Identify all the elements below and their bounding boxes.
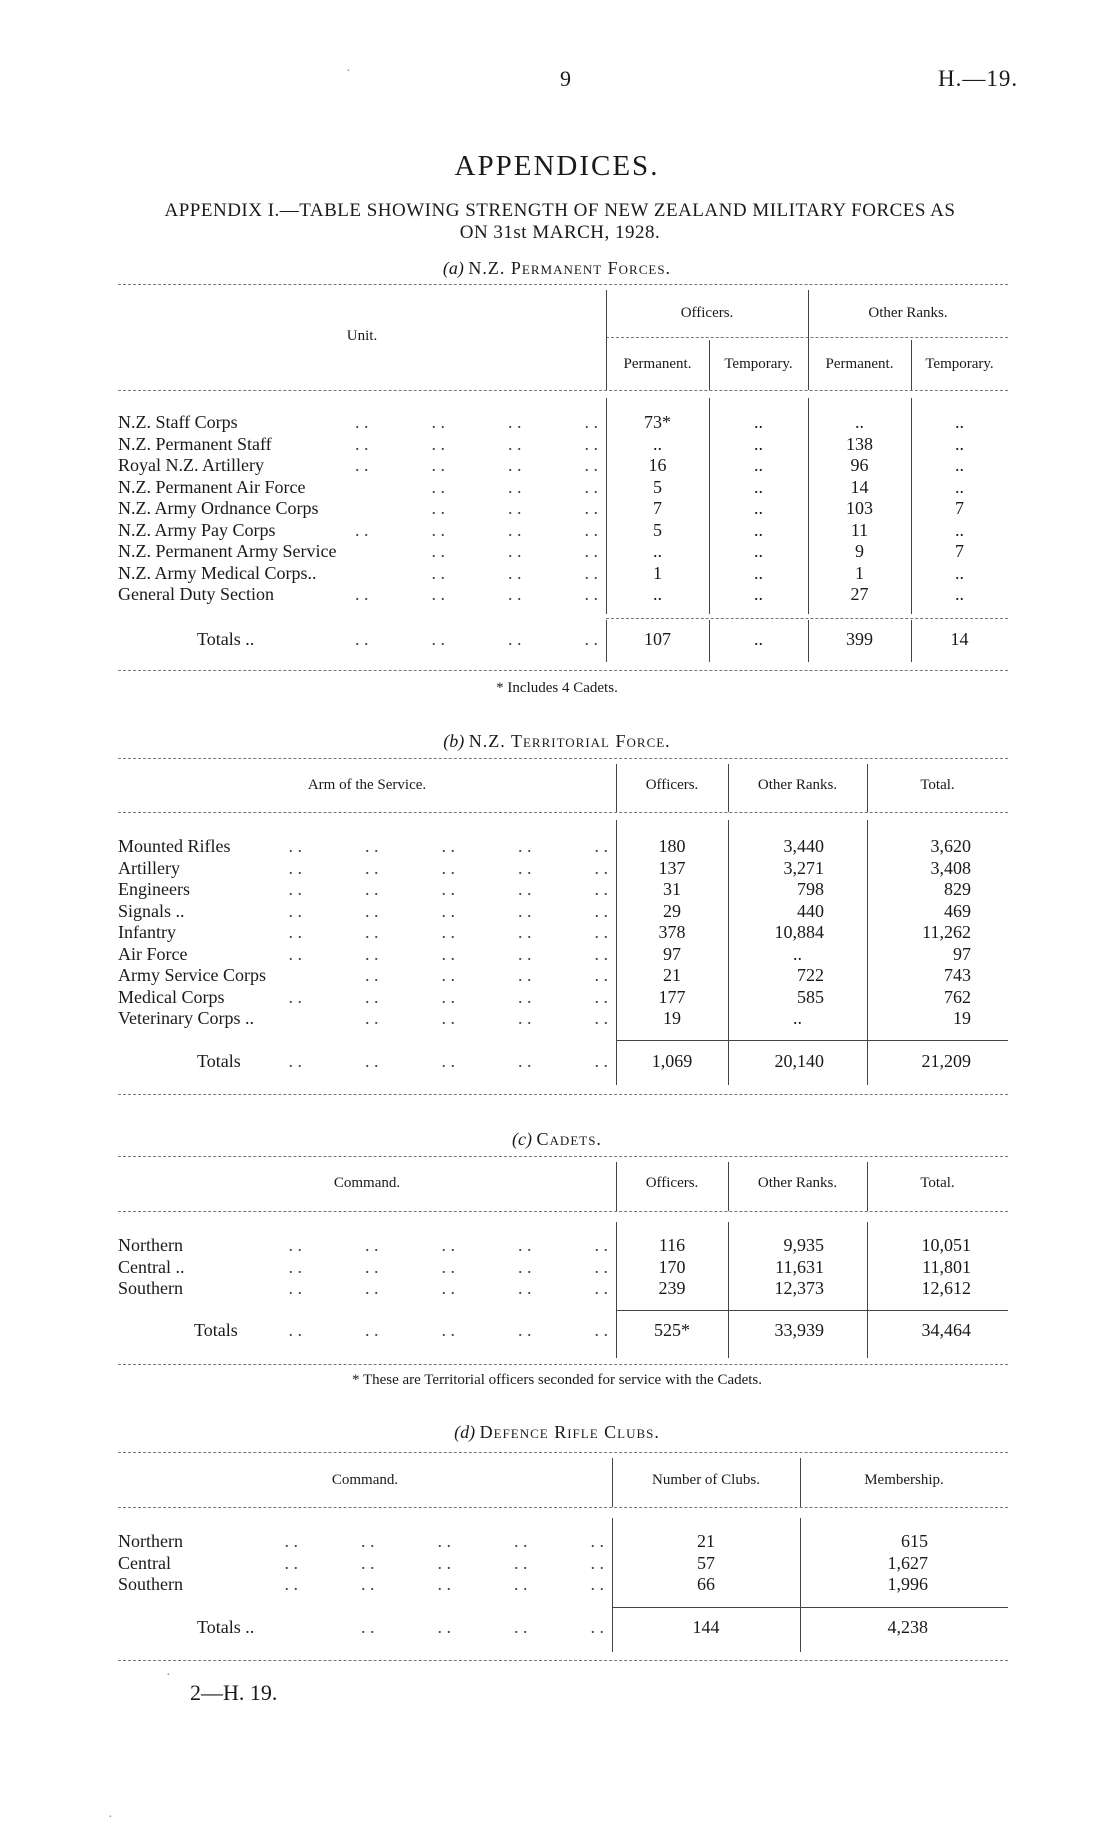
totals-label: Totals ..: [197, 629, 255, 649]
officers-temporary: ..: [754, 412, 763, 432]
leader-dots: . . . . . . . .: [355, 584, 598, 604]
other-ranks: 440: [797, 900, 824, 921]
totals-other-ranks: 20,140: [774, 1051, 824, 1071]
row-label: Northern: [118, 1531, 183, 1551]
other-temporary: ..: [955, 562, 964, 583]
table-a-bottom-rule: [118, 670, 1008, 671]
row-label: Central: [118, 1552, 171, 1573]
officers: 116: [658, 1235, 686, 1255]
section-d-heading: [0, 1422, 1114, 1443]
officers-temporary: ..: [754, 455, 763, 475]
column-arm-of-service: Arm of the Service.: [307, 777, 427, 793]
document-reference: H.—19.: [938, 66, 1019, 91]
leader-dots: . . . . . . . .: [355, 629, 598, 649]
row-label: Air Force: [118, 943, 188, 964]
column-total: Total.: [920, 777, 955, 793]
row-label: Artillery: [118, 857, 180, 878]
table-a-group-rule: [606, 337, 1008, 338]
other-permanent: 9: [855, 541, 864, 561]
membership: 1,627: [887, 1552, 928, 1573]
leader-dots: . . . . . . . . . .: [288, 879, 608, 899]
officers-permanent: 5: [653, 519, 662, 540]
totals-officers-permanent: 107: [644, 629, 671, 649]
officers-permanent: 5: [653, 476, 662, 497]
leader-dots: . . . . . . . .: [355, 433, 598, 454]
leader-dots: . . . . . . . . . .: [284, 1574, 604, 1594]
officers-permanent: 16: [648, 455, 667, 475]
total: 469: [944, 900, 971, 921]
appendix-title-line1: APPENDIX I.—TABLE SHOWING STRENGTH OF NEW ZEALAND MILITARY FORCES AS: [164, 200, 956, 221]
row-label: Infantry: [118, 922, 176, 942]
totals-label: Totals: [194, 1320, 238, 1340]
totals-label: Totals: [197, 1051, 241, 1071]
table-c-totals-rule: [616, 1310, 1008, 1311]
number-of-clubs: 21: [697, 1531, 715, 1551]
other-permanent: 1: [855, 562, 864, 583]
page-title: APPENDICES.: [454, 150, 660, 182]
row-label: Royal N.Z. Artillery: [118, 455, 264, 475]
other-ranks: 722: [797, 965, 824, 985]
officers: 29: [663, 900, 681, 921]
officers-temporary: ..: [754, 541, 763, 561]
table-c-bottom-rule: [118, 1364, 1008, 1365]
total: 11,262: [922, 922, 971, 942]
row-label: Signals ..: [118, 900, 185, 921]
column-officers-permanent: Permanent.: [623, 356, 692, 372]
leader-dots: . . . . . .: [431, 498, 598, 518]
section-c-title: Cadets.: [536, 1129, 602, 1149]
officers: 239: [658, 1278, 686, 1298]
appendix-title-line2: ON 31st MARCH, 1928.: [459, 222, 661, 243]
section-b-letter: (b): [443, 731, 465, 751]
section-a-footnote: * Includes 4 Cadets.: [496, 680, 618, 696]
column-other-temporary: Temporary.: [925, 356, 994, 372]
table-a-header-rule: [118, 390, 1008, 391]
total: 829: [944, 879, 971, 899]
row-label: General Duty Section: [118, 584, 274, 604]
column-unit: Unit.: [346, 328, 378, 344]
totals-other-temporary: 14: [950, 629, 969, 649]
leader-dots: . . . . . . . . . .: [284, 1531, 604, 1551]
officers-temporary: ..: [754, 498, 763, 518]
other-ranks: 3,271: [783, 857, 824, 878]
leader-dots: . . . . . . . . . .: [288, 1278, 608, 1298]
totals-total: 21,209: [921, 1051, 971, 1071]
leader-dots: . . . . . . . .: [355, 455, 598, 475]
total: 12,612: [921, 1278, 971, 1298]
officers: 137: [658, 857, 686, 878]
scan-speck: ·: [166, 1668, 171, 1683]
table-d-totals-rule: [612, 1607, 1008, 1608]
column-group-officers: Officers.: [680, 305, 734, 321]
row-label: Army Service Corps: [118, 965, 266, 985]
leader-dots: . . . . . . . . . .: [288, 857, 608, 878]
totals-other-permanent: 399: [846, 629, 873, 649]
officers-temporary: ..: [754, 433, 763, 454]
number-of-clubs: 57: [697, 1552, 715, 1573]
other-permanent: 14: [850, 476, 869, 497]
officers: 19: [663, 1008, 681, 1028]
leader-dots: . . . . . .: [431, 476, 598, 497]
other-ranks: 585: [797, 986, 824, 1007]
row-label: Central ..: [118, 1256, 185, 1277]
scan-speck: ·: [346, 64, 351, 79]
other-ranks: ..: [793, 1008, 802, 1028]
totals-total: 34,464: [921, 1320, 971, 1340]
officers: 170: [658, 1256, 686, 1277]
appendix-title: [100, 200, 1020, 244]
total: 97: [953, 943, 971, 964]
leader-dots: . . . . . . . . . .: [284, 1552, 604, 1573]
section-d-title: Defence Rifle Clubs.: [479, 1422, 660, 1442]
row-label: N.Z. Army Pay Corps: [118, 519, 276, 540]
section-a-heading: [0, 258, 1114, 279]
section-b-title: N.Z. Territorial Force.: [468, 731, 671, 751]
other-ranks: 3,440: [783, 836, 824, 856]
other-temporary: ..: [955, 412, 964, 432]
section-c-heading: [0, 1129, 1114, 1150]
row-label: N.Z. Permanent Staff: [118, 433, 272, 454]
row-label: Northern: [118, 1235, 183, 1255]
scan-speck: ·: [108, 1810, 113, 1825]
other-ranks: 9,935: [783, 1235, 824, 1255]
totals-officers: 1,069: [651, 1051, 693, 1071]
table-a-top-rule: [118, 284, 1008, 285]
leader-dots: . . . . . . . .: [355, 412, 598, 432]
leader-dots: . . . . . .: [431, 562, 598, 583]
page-number: 9: [560, 66, 571, 91]
officers: 31: [663, 879, 681, 899]
leader-dots: . . . . . . . . . .: [288, 922, 608, 942]
leader-dots: . . . . . . . . . .: [288, 836, 608, 856]
section-c-footnote: * These are Territorial officers seconded for service with the Cadets.: [351, 1372, 763, 1388]
leader-dots: . . . . . . . . . .: [288, 943, 608, 964]
other-permanent: 138: [846, 433, 873, 454]
officers-permanent: ..: [653, 584, 662, 604]
table-b-header-rule: [118, 812, 1008, 813]
other-temporary: 7: [955, 498, 964, 518]
officers: 378: [658, 922, 686, 942]
table-c-top-rule: [118, 1156, 1008, 1157]
leader-dots: . . . . . . . . . .: [288, 1051, 608, 1071]
section-a-title: N.Z. Permanent Forces.: [468, 258, 672, 278]
leader-dots: . . . . . .: [431, 541, 598, 561]
other-permanent: 96: [850, 455, 869, 475]
other-permanent: 103: [846, 498, 873, 518]
column-other-permanent: Permanent.: [825, 356, 894, 372]
table-d-header-rule: [118, 1507, 1008, 1508]
section-a-letter: (a): [442, 258, 464, 278]
total: 3,620: [930, 836, 971, 856]
other-temporary: ..: [955, 584, 964, 604]
table-b-bottom-rule: [118, 1094, 1008, 1095]
section-c-letter: (c): [512, 1129, 533, 1149]
row-label: N.Z. Permanent Army Service: [118, 541, 337, 561]
footer-signature: 2—H. 19.: [190, 1680, 278, 1705]
table-c-header-rule: [118, 1211, 1008, 1212]
leader-dots: . . . . . . . .: [365, 965, 608, 985]
officers-temporary: ..: [754, 519, 763, 540]
other-temporary: ..: [955, 433, 964, 454]
leader-dots: . . . . . . . . . .: [288, 1320, 608, 1340]
number-of-clubs: 66: [697, 1574, 715, 1594]
total: 19: [953, 1008, 971, 1028]
total: 11,801: [922, 1256, 971, 1277]
other-permanent: 11: [850, 519, 869, 540]
other-ranks: 798: [797, 879, 824, 899]
officers-permanent: 7: [653, 498, 662, 518]
other-ranks: 10,884: [774, 922, 824, 942]
leader-dots: . . . . . . . . . .: [288, 1256, 608, 1277]
officers-temporary: ..: [754, 476, 763, 497]
row-label: N.Z. Staff Corps: [118, 412, 238, 432]
section-d-letter: (d): [454, 1422, 476, 1442]
column-other-ranks: Other Ranks.: [757, 777, 838, 793]
table-a-totals-rule: [606, 618, 1008, 619]
row-label: N.Z. Army Medical Corps..: [118, 562, 317, 583]
officers-temporary: ..: [754, 562, 763, 583]
table-d-bottom-rule: [118, 1660, 1008, 1661]
officers: 177: [658, 986, 686, 1007]
membership: 615: [901, 1531, 928, 1551]
totals-membership: 4,238: [887, 1617, 928, 1637]
leader-dots: . . . . . . . . . .: [288, 986, 608, 1007]
row-label: Veterinary Corps ..: [118, 1008, 254, 1028]
totals-number-of-clubs: 144: [692, 1617, 720, 1637]
other-permanent: 27: [850, 584, 869, 604]
totals-officers-temporary: ..: [754, 629, 763, 649]
total: 762: [944, 986, 971, 1007]
membership: 1,996: [887, 1574, 928, 1594]
totals-label: Totals ..: [197, 1617, 255, 1637]
leader-dots: . . . . . . . .: [365, 1008, 608, 1028]
other-temporary: 7: [955, 541, 964, 561]
other-temporary: ..: [955, 476, 964, 497]
officers-permanent: ..: [653, 433, 662, 454]
total: 743: [944, 965, 971, 985]
row-label: N.Z. Permanent Air Force: [118, 476, 306, 497]
row-label: Southern: [118, 1278, 183, 1298]
column-officers: Officers.: [645, 777, 699, 793]
row-label: Medical Corps: [118, 986, 225, 1007]
total: 10,051: [921, 1235, 971, 1255]
column-number-of-clubs: Number of Clubs.: [652, 1472, 760, 1488]
column-group-other-ranks: Other Ranks.: [868, 305, 948, 321]
officers: 180: [658, 836, 686, 856]
row-label: Southern: [118, 1574, 183, 1594]
column-command: Command.: [331, 1472, 399, 1488]
other-ranks: 12,373: [774, 1278, 824, 1298]
table-b-top-rule: [118, 758, 1008, 759]
other-temporary: ..: [955, 519, 964, 540]
column-command: Command.: [333, 1175, 401, 1191]
column-other-ranks: Other Ranks.: [757, 1175, 838, 1191]
column-officers-temporary: Temporary.: [724, 356, 793, 372]
leader-dots: . . . . . . . . . .: [288, 1235, 608, 1255]
section-b-heading: [0, 731, 1114, 752]
row-label: Engineers: [118, 879, 190, 899]
column-total: Total.: [920, 1175, 955, 1191]
row-label: N.Z. Army Ordnance Corps: [118, 498, 319, 518]
other-permanent: ..: [855, 412, 864, 432]
totals-other-ranks: 33,939: [774, 1320, 824, 1340]
leader-dots: . . . . . . . . . .: [288, 900, 608, 921]
leader-dots: . . . . . . . .: [361, 1617, 604, 1637]
officers: 21: [663, 965, 681, 985]
officers-permanent: 1: [653, 562, 662, 583]
other-temporary: ..: [955, 455, 964, 475]
table-b-totals-rule: [616, 1040, 1008, 1041]
officers: 97: [663, 943, 681, 964]
leader-dots: . . . . . . . .: [355, 519, 598, 540]
column-membership: Membership.: [864, 1472, 944, 1488]
officers-permanent: 73*: [644, 412, 671, 432]
other-ranks: ..: [793, 943, 802, 964]
officers-temporary: ..: [754, 584, 763, 604]
column-officers: Officers.: [645, 1175, 699, 1191]
total: 3,408: [930, 857, 971, 878]
totals-officers: 525*: [654, 1320, 690, 1340]
table-d-top-rule: [118, 1452, 1008, 1453]
other-ranks: 11,631: [775, 1256, 824, 1277]
officers-permanent: ..: [653, 541, 662, 561]
row-label: Mounted Rifles: [118, 836, 231, 856]
